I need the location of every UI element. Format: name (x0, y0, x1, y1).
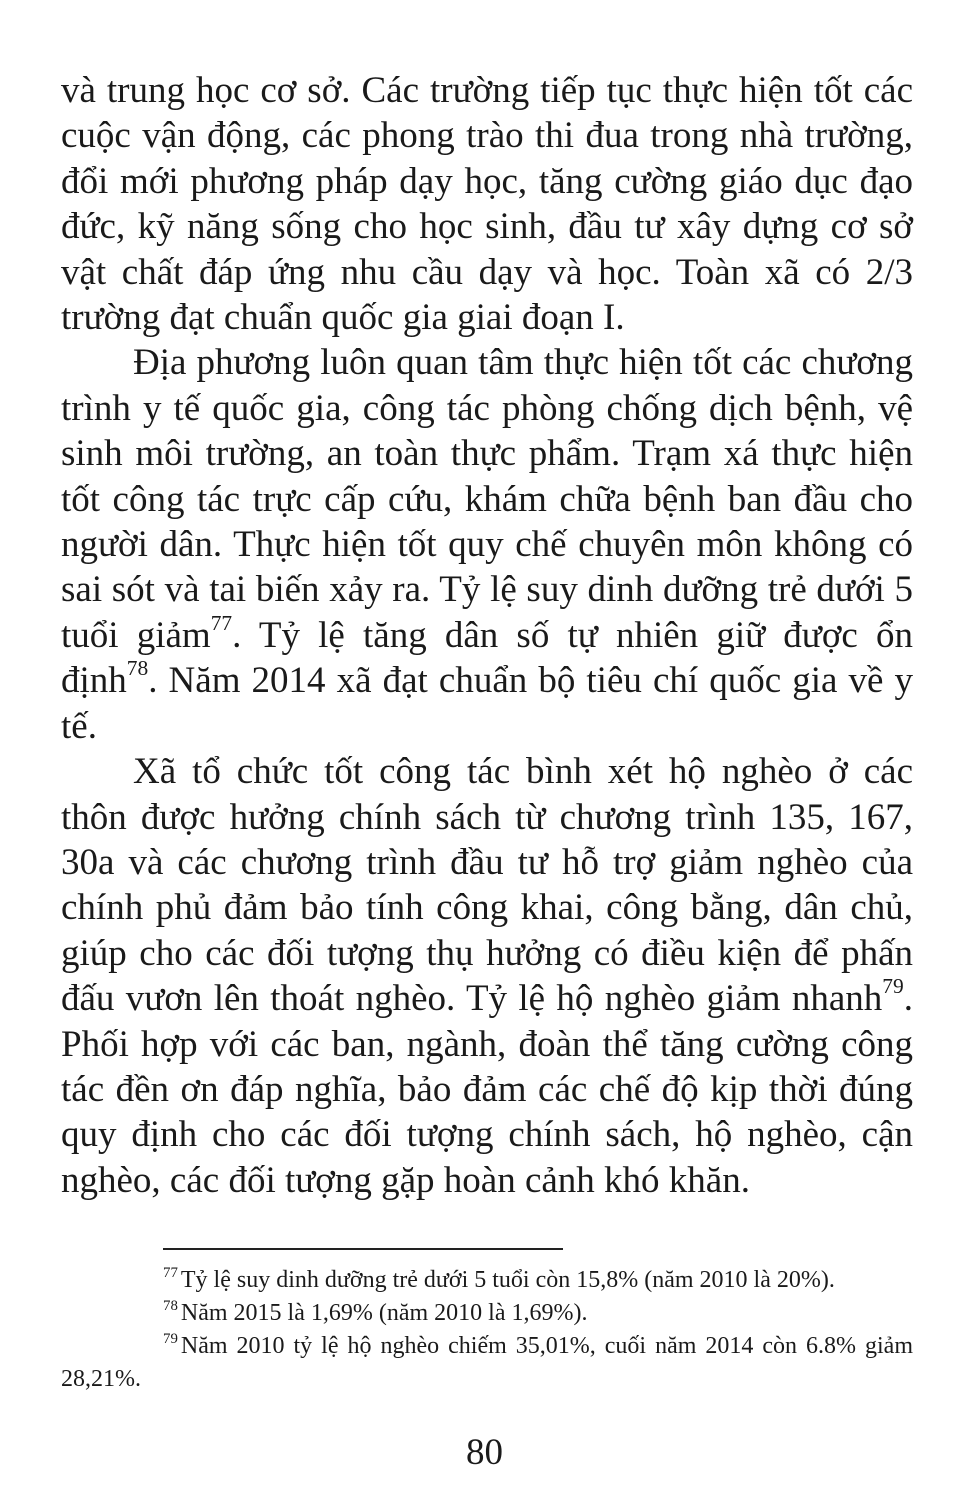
footnote-text: Năm 2015 là 1,69% (năm 2010 là 1,69%). (180, 1300, 588, 1326)
paragraph-poverty (61, 749, 913, 1203)
page-number: 80 (466, 1432, 503, 1473)
paragraph-health (61, 340, 913, 749)
footnote-number: 77 (163, 1264, 178, 1281)
page-body (61, 68, 913, 1203)
footnote-text: Năm 2010 tỷ lệ hộ nghèo chiếm 35,01%, cuối năm 2014 còn 6.8% giảm 28,21%. (61, 1333, 913, 1392)
paragraph-text: Địa phương luôn quan tâm thực hiện tốt các chương trình y tế quốc gia, công tác phòng chống dịch bệnh, vệ sinh môi trường, an toàn thực phẩm. Trạm xá thực hiện tốt công tác trực cấp cứu, khám chữa bệnh ban đầu cho người dân. Thực hiện tốt quy chế chuyên môn không có sai sót và tai biến xảy ra. Tỷ lệ suy dinh dưỡng trẻ dưới 5 tuổi giảm (61, 342, 913, 656)
footnote-ref-78[interactable]: 78 (126, 656, 149, 681)
paragraph-education (61, 68, 913, 340)
paragraph-text: . Năm 2014 xã đạt chuẩn bộ tiêu chí quốc gia về y tế. (61, 660, 913, 747)
footnote-77 (61, 1264, 913, 1297)
footnote-text: Tỷ lệ suy dinh dưỡng trẻ dưới 5 tuổi còn 15,8% (năm 2010 là 20%). (180, 1267, 835, 1293)
paragraph-text: Xã tổ chức tốt công tác bình xét hộ nghèo ở các thôn được hưởng chính sách từ chương trình 135, 167, 30a và các chương trình đầu tư hỗ trợ giảm nghèo của chính phủ đảm bảo tính công khai, công bằng, dân chủ, giúp cho các đối tượng thụ hưởng có điều kiện để phấn đấu vươn lên thoát nghèo. Tỷ lệ hộ nghèo giảm nhanh (61, 751, 913, 1020)
paragraph-text: và trung học cơ sở. Các trường tiếp tục thực hiện tốt các cuộc vận động, các phong trào thi đua trong nhà trường, đổi mới phương pháp dạy học, tăng cường giáo dục đạo đức, kỹ năng sống cho học sinh, đầu tư xây dựng cơ sở vật chất đáp ứng nhu cầu dạy và học. Toàn xã có 2/3 trường đạt chuẩn quốc gia giai đoạn I. (61, 70, 913, 339)
footnote-ref-77[interactable]: 77 (210, 610, 233, 635)
footnote-number: 78 (163, 1297, 178, 1314)
footnotes (61, 1264, 913, 1396)
footnote-79 (61, 1330, 913, 1396)
main-text (61, 68, 913, 1203)
footnote-number: 79 (163, 1330, 178, 1347)
footnote-divider (163, 1248, 563, 1250)
paragraph-text: . Tỷ lệ tăng dân số tự nhiên giữ được ổn định (61, 614, 913, 702)
footnote-ref-79[interactable]: 79 (882, 973, 904, 998)
paragraph-text: . Phối hợp với các ban, ngành, đoàn thể tăng cường công tác đền ơn đáp nghĩa, bảo đảm các chế độ kịp thời đúng quy định cho các đối tượng chính sách, hộ nghèo, cận nghèo, các đối tượng gặp hoàn cảnh khó khăn. (61, 978, 913, 1201)
footnote-78 (61, 1297, 913, 1330)
